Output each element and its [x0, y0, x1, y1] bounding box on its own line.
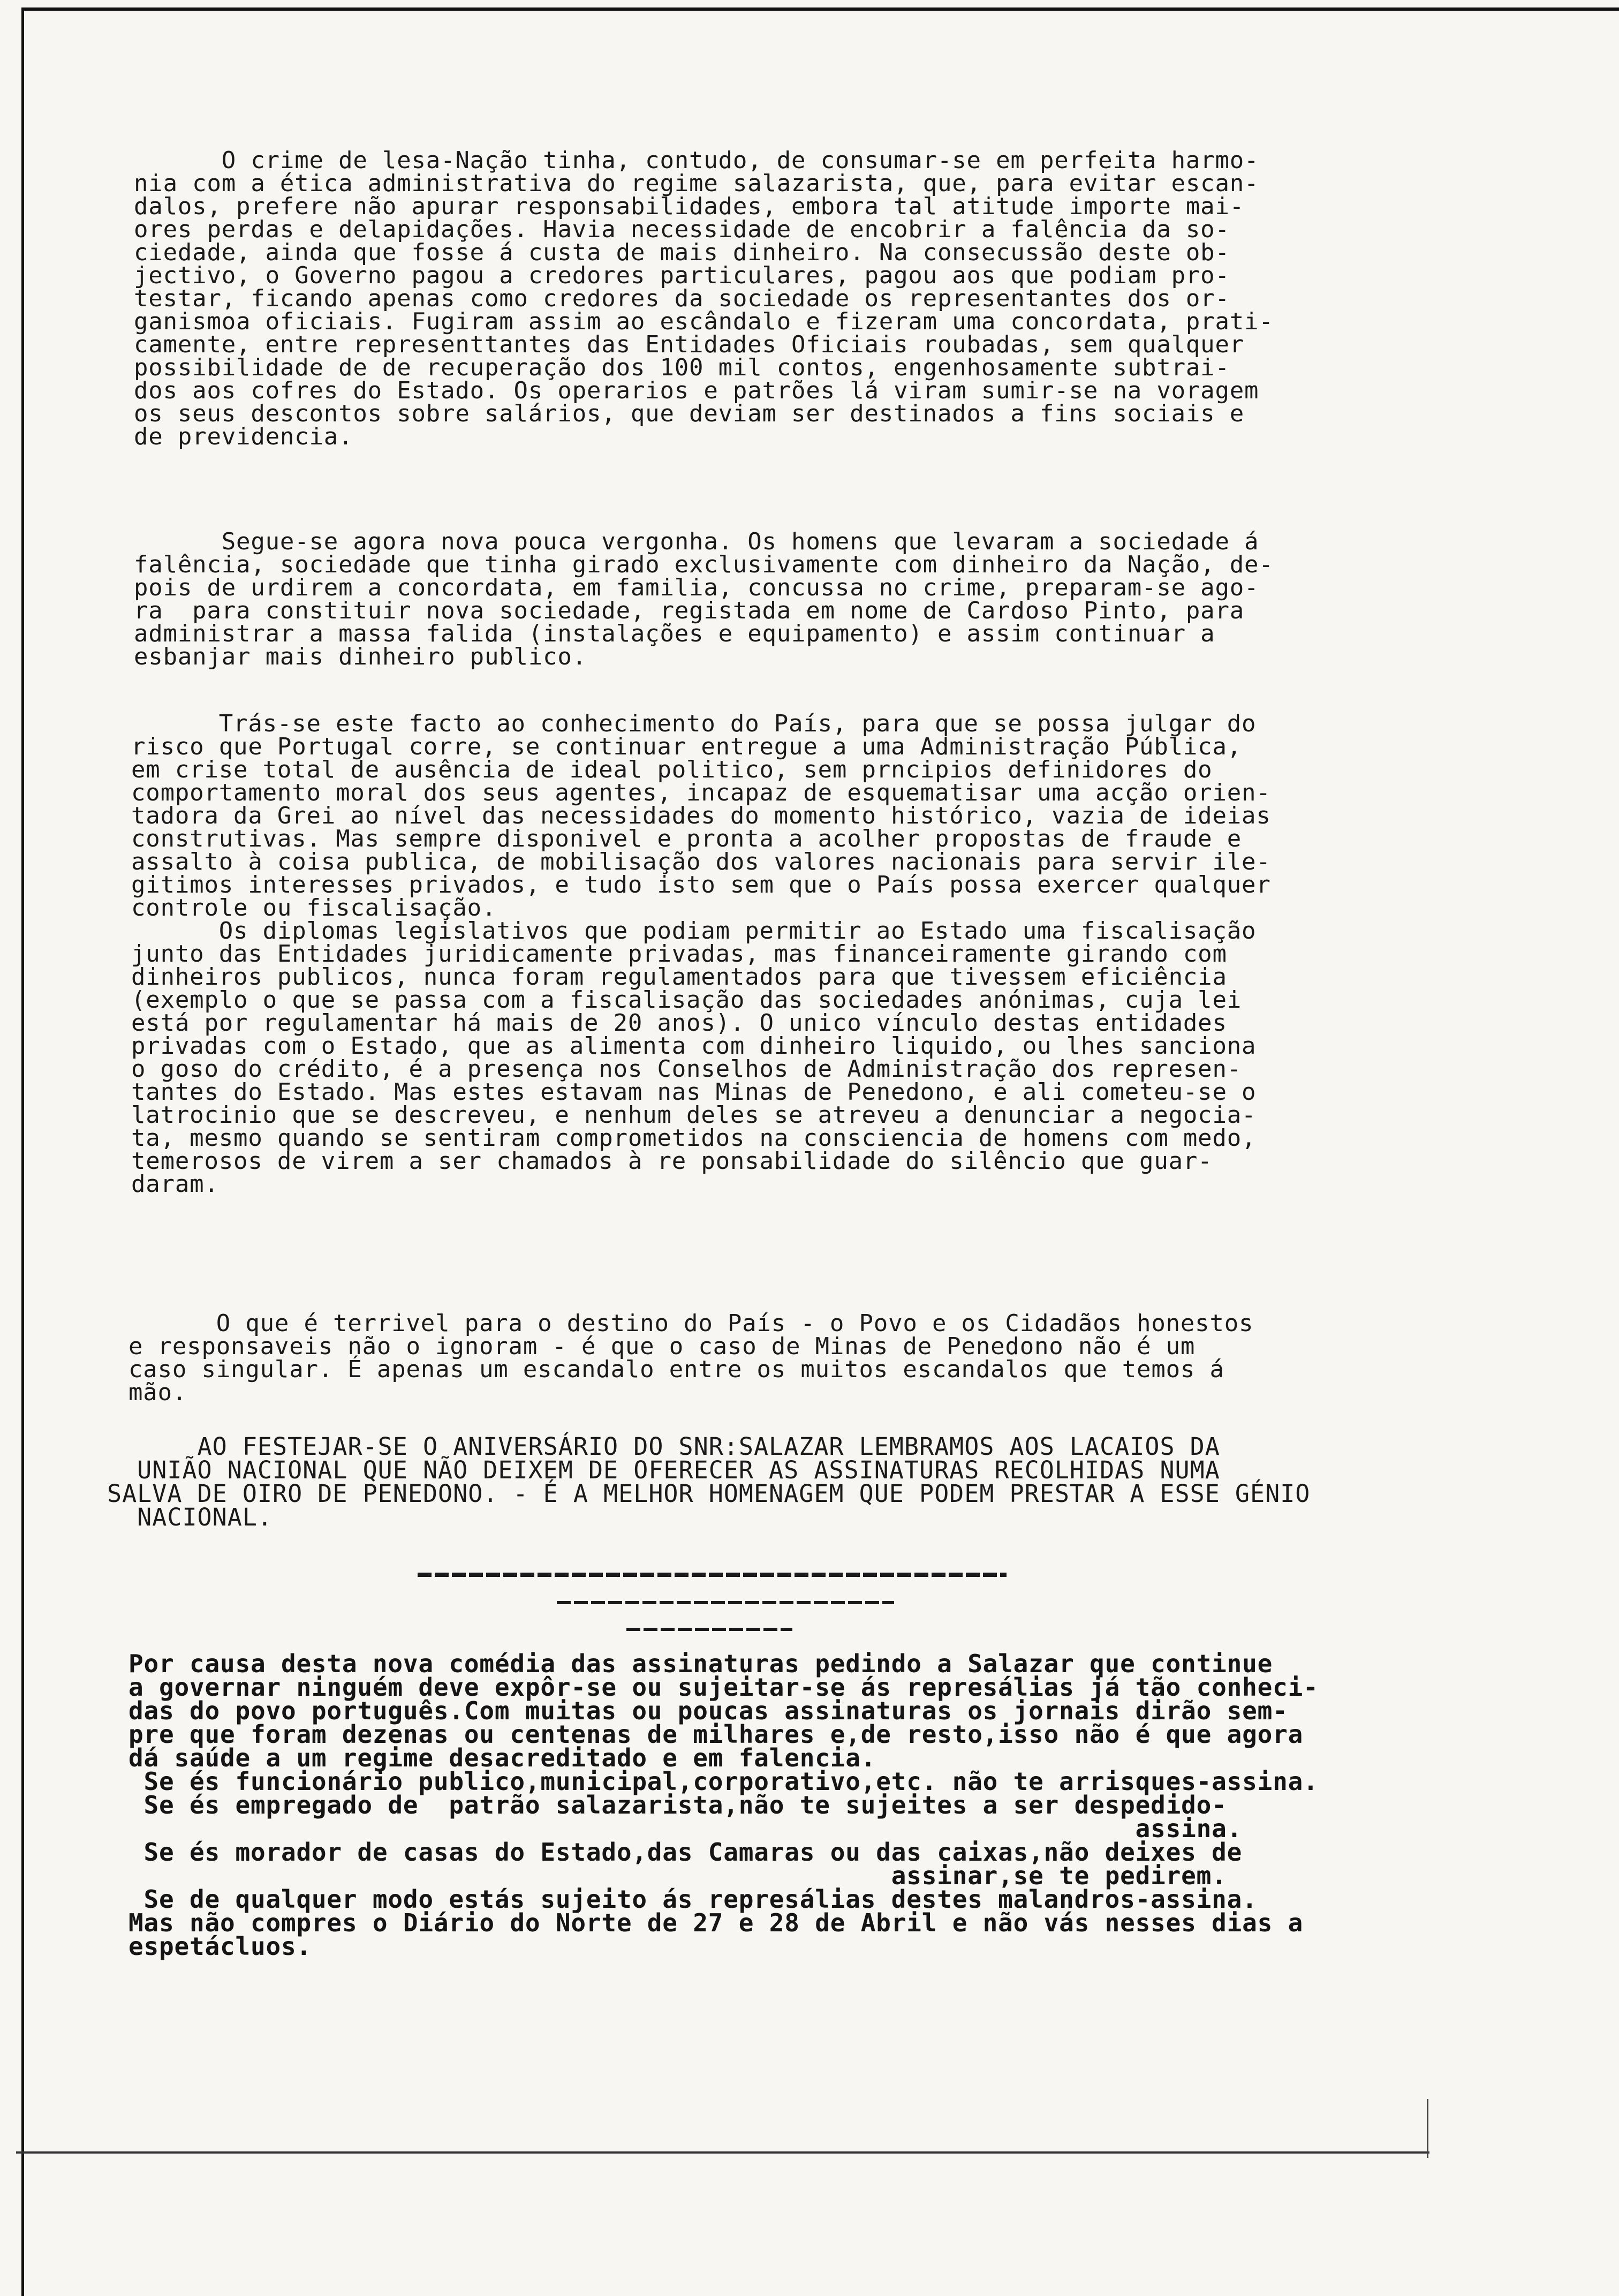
paragraph-4: O que é terrivel para o destino do País - o Povo e os Cidadãos honestos e responsaveis não o ignoram - é que o caso de Minas de Penedono não é um caso singular. É apenas um escandalo entre os muitos escandalos que temos á mão.: [128, 1310, 1254, 1406]
right-margin-mark: [1427, 2099, 1428, 2158]
divider-line-1: [418, 1573, 1007, 1577]
divider-line-2: [557, 1601, 894, 1604]
final-appeal-text: Por causa desta nova comédia das assinaturas pedindo a Salazar que continue a governar ninguém deve expôr-se ou sujeitar-se ás represálias já tão conheci- das do povo português.Com muitas ou poucas assinaturas os jornais dirão sem- pre que foram dezenas ou centenas de milhares e,de resto,isso não é que agora dá saúde a um regime desacreditado e em falencia. Se és funcionário publico,municipal,corporativo,etc. não te arrisques-assina. Se és empregado de patrão salazarista,não te sujeites a ser despedido- assina. Se és morador de casas do Estado,das Camaras ou das caixas,não deixes de assinar,se te pedirem. Se de qualquer modo estás sujeito ás represálias destes malandros-assina. Mas não compres o Diário do Norte de 27 e 28 de Abril e não vás nesses dias a espetácluos.: [128, 1649, 1319, 1961]
bottom-border-line: [16, 2151, 1429, 2154]
paragraph-2: Segue-se agora nova pouca vergonha. Os homens que levaram a sociedade á falência, sociedade que tinha girado exclusivamente com dinheiro da Nação, de- pois de urdirem a concordata, em familia, concussa no crime, preparam-se ago- ra para constituir nova sociedade, registada em nome de Cardoso Pinto, para administrar a massa falida (instalações e equipamento) e assim continuar a esbanjar mais dinheiro publico.: [134, 528, 1274, 670]
top-border-line: [21, 7, 1619, 11]
divider-line-3: [626, 1628, 792, 1631]
paragraph-1: O crime de lesa-Nação tinha, contudo, de consumar-se em perfeita harmo- nia com a ética administrativa do regime salazarista, que, para evitar escan- dalos, prefere não apurar responsabilidades, embora tal atitude importe mai- ores perdas e delapidações. Havia necessidade de encobrir a falência da so- ciedade, ainda que fosse á custa de mais dinheiro. Na consecussão deste ob- jectivo, o Governo pagou a credores particulares, pagou aos que podiam pro- testar, ficando apenas como credores da sociedade os representantes dos or- ganismoa oficiais. Fugiram assim ao escândalo e fizeram uma concordata, prati- camente, entre representtantes das Entidades Oficiais roubadas, sem qualquer possibilidade de de recuperação dos 100 mil contos, engenhosamente subtrai- dos aos cofres do Estado. Os operarios e patrões lá viram sumir-se na voragem os seus descontos sobre salários, que deviam ser destinados a fins sociais e de previdencia.: [134, 147, 1274, 450]
left-border-line: [21, 7, 24, 2296]
paragraph-3: Trás-se este facto ao conhecimento do País, para que se possa julgar do risco que Portugal corre, se continuar entregue a uma Administração Pública, em crise total de ausência de ideal politico, sem prncipios definidores do comportamento moral dos seus agentes, incapaz de esquematisar uma acção orien- tadora da Grei ao nível das necessidades do momento histórico, vazia de ideias construtivas. Mas sempre disponivel e pronta a acolher propostas de fraude e assalto à coisa publica, de mobilisação dos valores nacionais para servir ile- gitimos interesses privados, e tudo isto sem que o País possa exercer qualquer controle ou fiscalisação. Os diplomas legislativos que podiam permitir ao Estado uma fiscalisação junto das Entidades juridicamente privadas, mas financeiramente girando com dinheiros publicos, nunca foram regulamentados para que tivessem eficiência (exemplo o que se passa com a fiscalisação das sociedades anónimas, cuja lei está por regulamentar há mais de 20 anos). O unico vínculo destas entidades privadas com o Estado, que as alimenta com dinheiro liquido, ou lhes sanciona o goso do crédito, é a presença nos Conselhos de Administração dos represen- tantes do Estado. Mas estes estavam nas Minas de Penedono, e ali cometeu-se o latrocinio que se descreveu, e nenhum deles se atreveu a denunciar a negocia- ta, mesmo quando se sentiram comprometidos na consciencia de homens com medo, temerosos de virem a ser chamados à re ponsabilidade do silêncio que guar- daram.: [131, 710, 1271, 1198]
uppercase-notice: AO FESTEJAR-SE O ANIVERSÁRIO DO SNR:SALAZAR LEMBRAMOS AOS LACAIOS DA UNIÃO NACIONAL QUE NÃO DEIXEM DE OFERECER AS ASSINATURAS RECOLHIDAS NUMA SALVA DE OIRO DE PENEDONO. - É A MELHOR HOMENAGEM QUE PODEM PRESTAR A ESSE GÉNIO NACIONAL.: [107, 1432, 1311, 1531]
